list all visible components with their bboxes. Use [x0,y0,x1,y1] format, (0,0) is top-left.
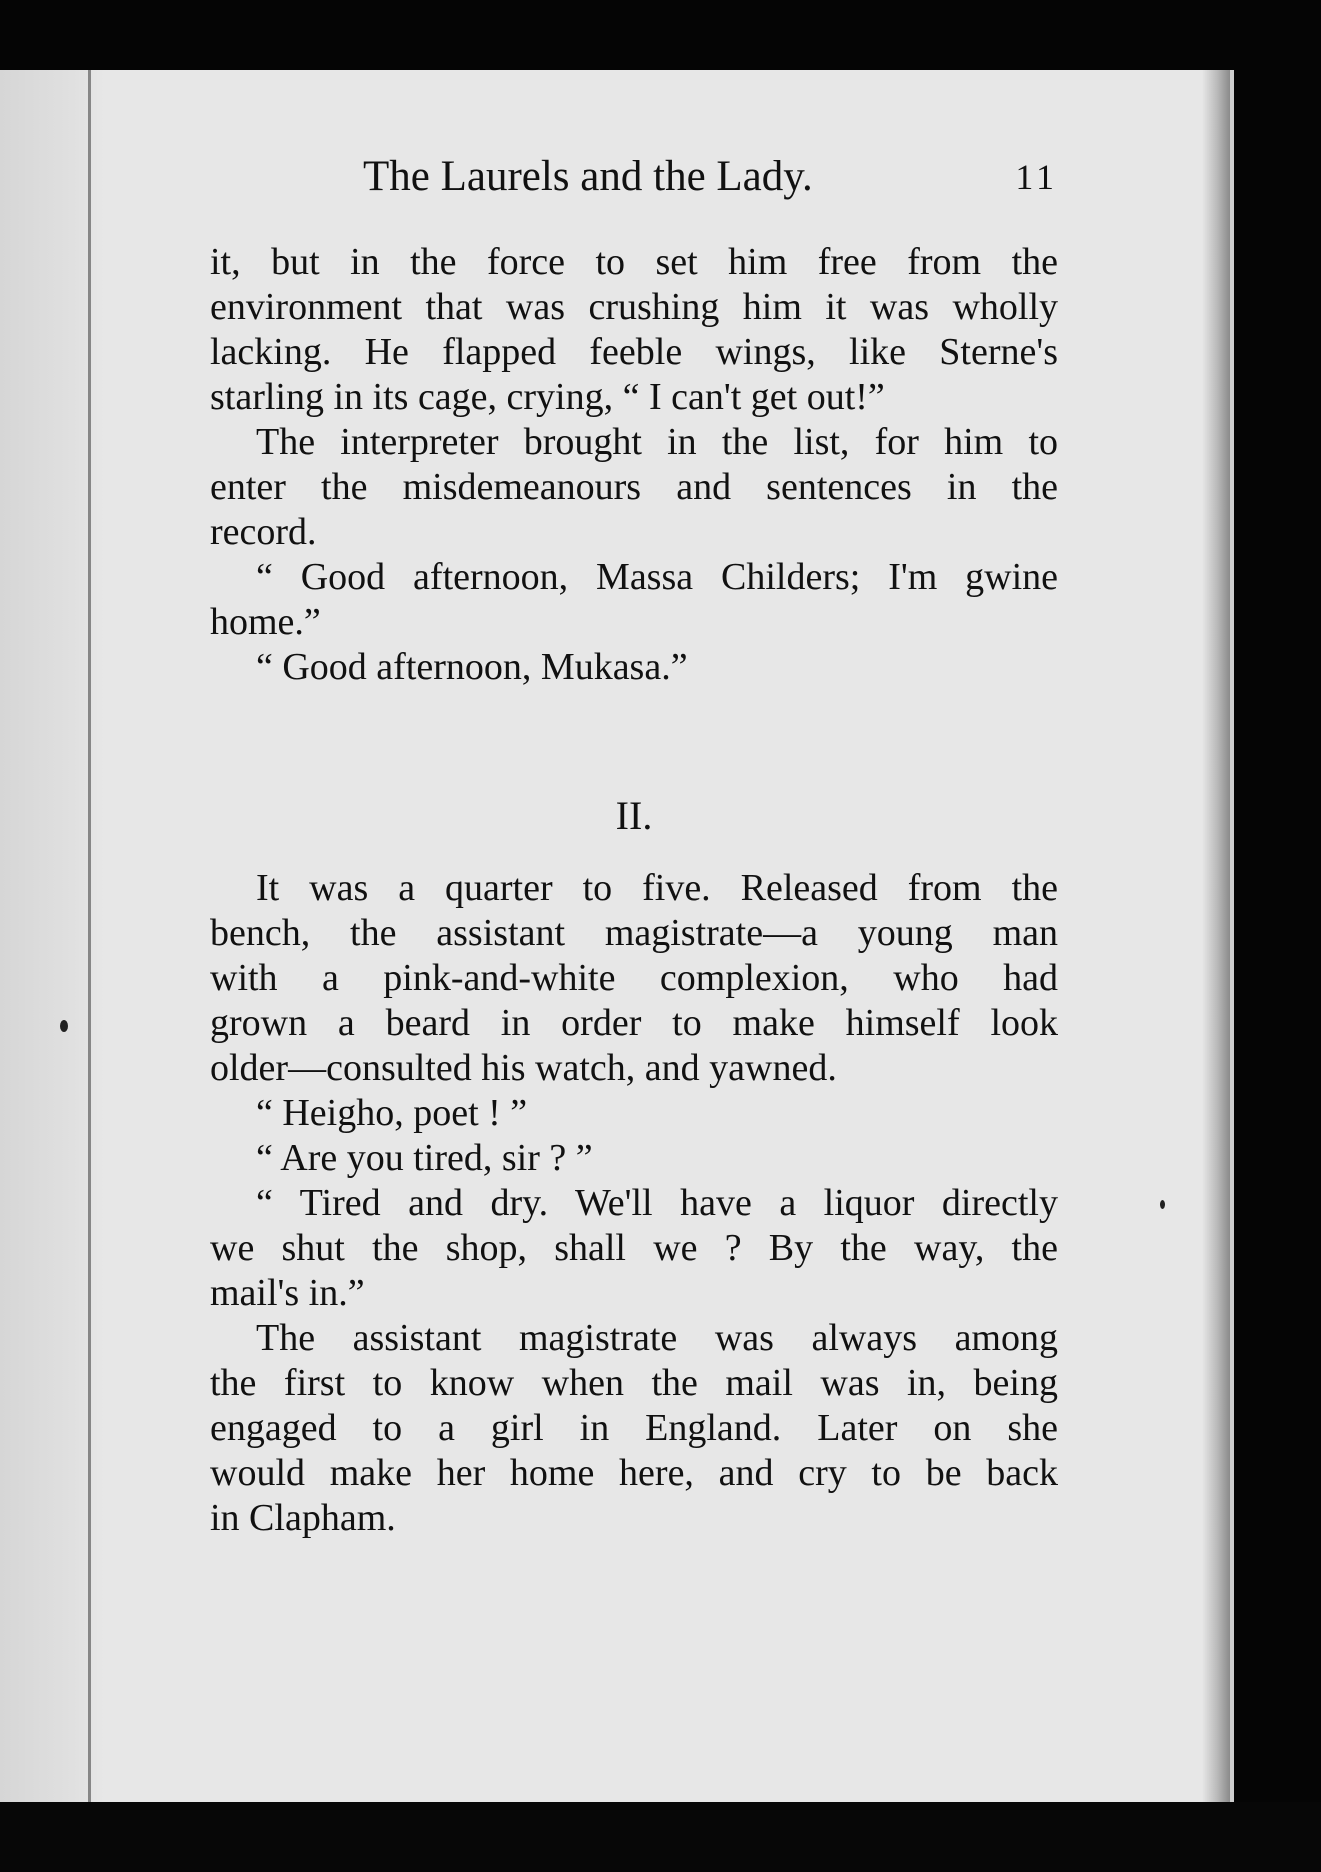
text-block-top [210,240,1058,690]
text-block-bottom [210,866,1058,1541]
section-heading: II. [615,793,653,838]
text-line: engaged to a girl in England. Later on she [210,1407,1058,1449]
page-edge-shadow [1202,70,1230,1802]
scan-top-border [0,0,1321,72]
text-line: the first to know when the mail was in, being [210,1362,1058,1404]
scan-right-border [1234,0,1321,1872]
text-line: mail's in.” [210,1272,365,1314]
text-line: record. [210,511,317,553]
gutter-binding-line [88,70,91,1802]
text-line: we shut the shop, shall we ? By the way, the [210,1227,1058,1269]
text-line: “ Good afternoon, Mukasa.” [256,646,688,688]
text-line: It was a quarter to five. Released from the [256,867,1058,909]
text-line: lacking. He flapped feeble wings, like Sterne's [210,331,1058,373]
text-line: “ Tired and dry. We'll have a liquor directly [256,1182,1058,1224]
text-line: grown a beard in order to make himself look [210,1002,1058,1044]
text-line: enter the misdemeanours and sentences in the [210,466,1058,508]
text-line: older—consulted his watch, and yawned. [210,1047,837,1089]
text-line: in Clapham. [210,1497,396,1539]
text-line: it, but in the force to set him free from the [210,241,1058,283]
running-head [210,152,1058,208]
text-line: home.” [210,601,321,643]
page-number: 11 [1015,157,1058,197]
text-line: “ Good afternoon, Massa Childers; I'm gwine [256,556,1058,598]
text-line: bench, the assistant magistrate—a young man [210,912,1058,954]
scan-speck [1160,1200,1165,1209]
text-line: “ Are you tired, sir ? ” [256,1137,593,1179]
scan-speck [60,1020,68,1032]
text-line: starling in its cage, crying, “ I can't get out!” [210,376,885,418]
text-line: The assistant magistrate was always among [256,1317,1058,1359]
text-line: would make her home here, and cry to be back [210,1452,1058,1494]
text-line: with a pink-and-white complexion, who had [210,957,1058,999]
text-line: environment that was crushing him it was wholly [210,286,1058,328]
text-line: “ Heigho, poet ! ” [256,1092,528,1134]
running-title: The Laurels and the Lady. [363,153,813,200]
text-line: The interpreter brought in the list, for him to [256,421,1058,463]
scan-bottom-border [0,1802,1321,1872]
